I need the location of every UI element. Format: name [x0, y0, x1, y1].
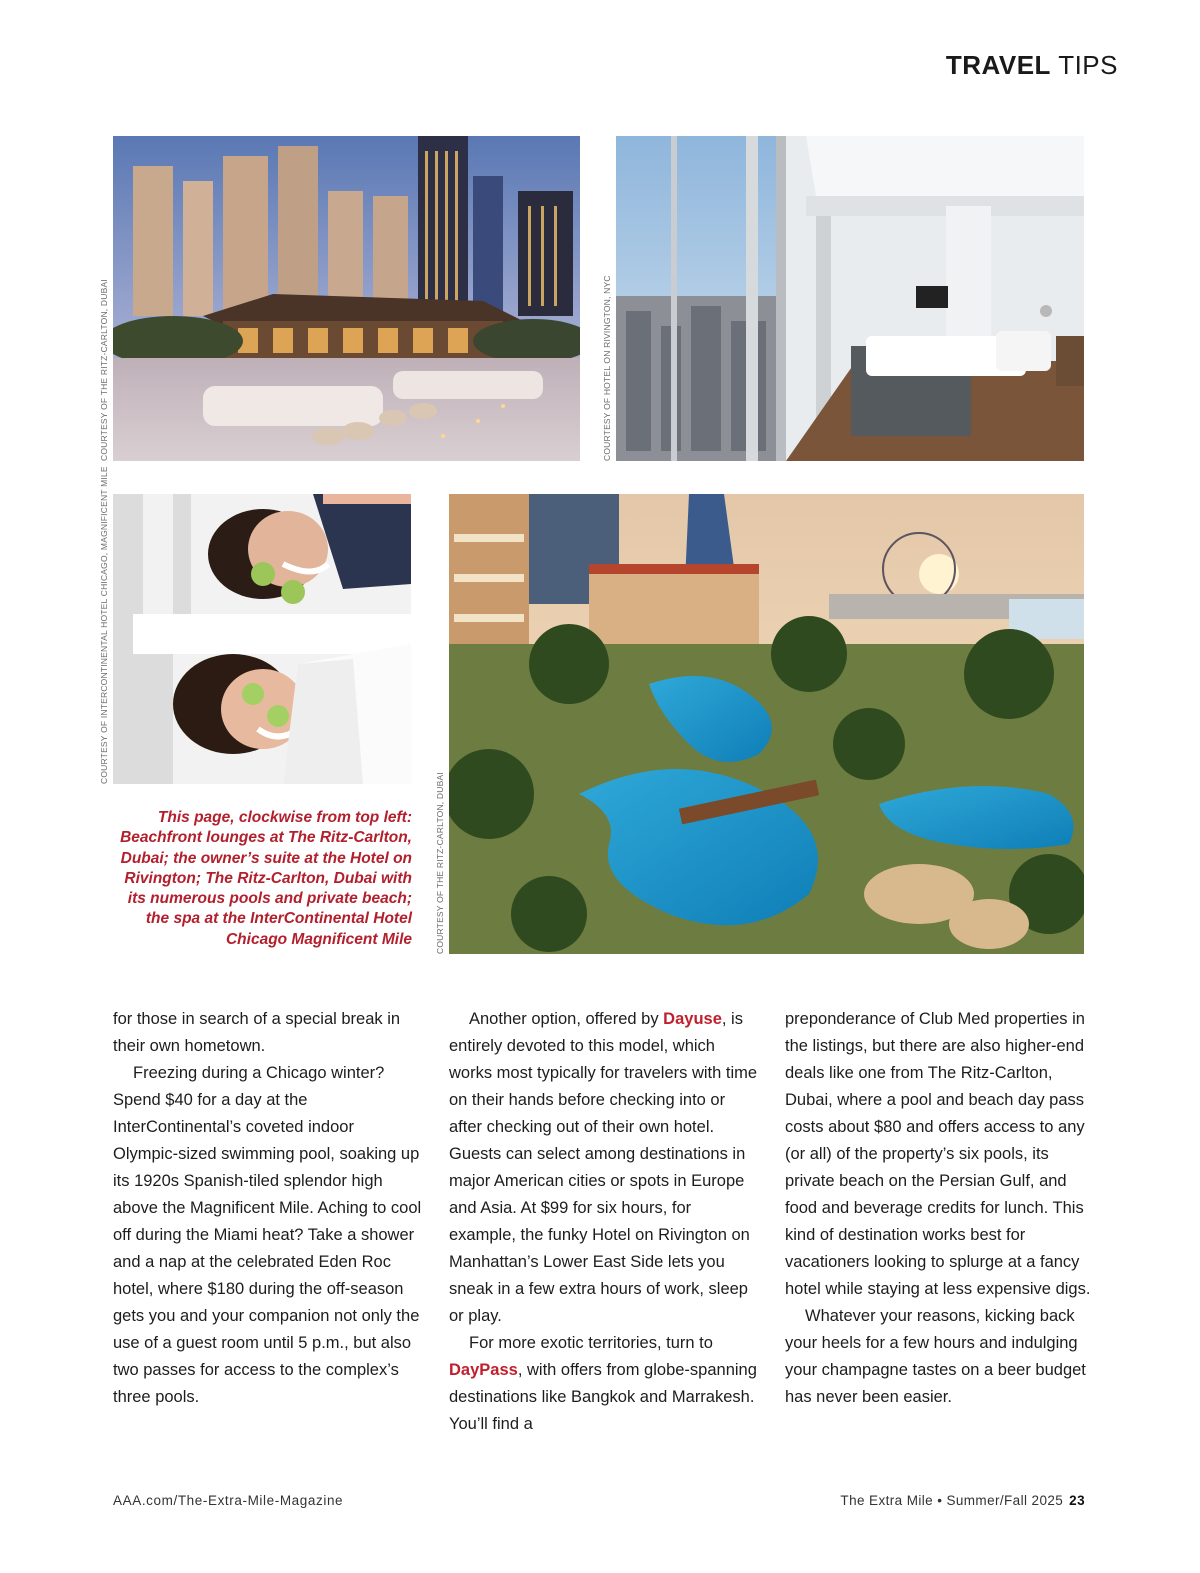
- paragraph: preponderance of Club Med properties in the listings, but there are also higher-end deals like one from The Ritz-Carlton, Dubai, where a pool and beach day pass costs about $80 and offers access to any (or all) of the property’s six pools, its private beach on the Persian Gulf, and food and beverage credits for lunch. This kind of destination works best for vacationers looking to splurge at a fancy hotel while staying at less expensive digs.: [785, 1010, 1091, 1298]
- paragraph: [449, 1330, 759, 1438]
- article-column-2: [449, 1006, 759, 1438]
- photo-chicago-spa: [113, 494, 411, 784]
- photo-credit-rivington: COURTESY OF HOTEL ON RIVINGTON, NYC: [602, 275, 612, 461]
- paragraph: Freezing during a Chicago winter? Spend $40 for a day at the InterContinental’s coveted indoor Olympic-sized swimming pool, soaking up its 1920s Spanish-tiled splendor high above the Magnificent Mile. Aching to cool off during the Miami heat? Take a shower and a nap at the celebrated Eden Roc hotel, where $180 during the off-season gets you and your companion not only the use of a guest room until 5 p.m., but also two passes for access to the complex’s three pools.: [113, 1064, 422, 1406]
- photo-dubai-beach-lounges: [113, 136, 580, 461]
- photo-rivington-suite: [616, 136, 1084, 461]
- photo-credit-dubai-pools: COURTESY OF THE RITZ-CARLTON, DUBAI: [435, 772, 445, 954]
- section-title-bold: TRAVEL: [945, 50, 1051, 80]
- photo-rivington-suite-art: [616, 136, 1084, 461]
- paragraph: [449, 1006, 759, 1330]
- photo-credit-chicago-spa: COURTESY OF INTERCONTINENTAL HOTEL CHICAGO, MAGNIFICENT MILE: [99, 466, 109, 784]
- footer-issue: [840, 1493, 1085, 1508]
- daypass-link[interactable]: DayPass: [449, 1361, 518, 1379]
- page-number: 23: [1069, 1493, 1085, 1508]
- photo-dubai-beach-lounges-art: [113, 136, 580, 461]
- section-title-light: TIPS: [1058, 50, 1118, 80]
- article-column-3: [785, 1006, 1095, 1411]
- section-header: [946, 50, 1118, 81]
- paragraph-text: For more exotic territories, turn to: [469, 1334, 713, 1352]
- photo-dubai-pools: [449, 494, 1084, 954]
- paragraph-text: , is entirely devoted to this model, which works most typically for travelers with time on their hands before checking into or after checking out of their own hotel. Guests can select among destinations in major American cities or spots in Europe and Asia. At $99 for six hours, for example, the funky Hotel on Rivington on Manhattan’s Lower East Side lets you sneak in a few extra hours of work, sleep or play.: [449, 1010, 758, 1325]
- article-column-1: [113, 1006, 423, 1411]
- paragraph: for those in search of a special break in their own hometown.: [113, 1010, 401, 1055]
- paragraph-text: , with offers from globe-spanning destinations like Bangkok and Marrakesh. You’ll find a: [449, 1361, 757, 1433]
- photo-chicago-spa-art: [113, 494, 411, 784]
- paragraph: Whatever your reasons, kicking back your heels for a few hours and indulging your champagne tastes on a beer budget has never been easier.: [785, 1307, 1086, 1406]
- dayuse-link[interactable]: Dayuse: [663, 1010, 722, 1028]
- photo-credit-dubai-beach: COURTESY OF THE RITZ-CARLTON, DUBAI: [99, 279, 109, 461]
- photo-caption: This page, clockwise from top left: Beachfront lounges at The Ritz-Carlton, Dubai; the owner’s suite at the Hotel on Rivington; The Ritz-Carlton, Dubai with its numerous pools and private beach; the spa at the InterContinental Hotel Chicago Magnificent Mile: [120, 809, 412, 948]
- paragraph-text: Another option, offered by: [469, 1010, 664, 1028]
- footer-issue-text: The Extra Mile • Summer/Fall 2025: [840, 1493, 1064, 1508]
- photo-dubai-pools-art: [449, 494, 1084, 954]
- footer-url: AAA.com/The-Extra-Mile-Magazine: [113, 1493, 344, 1508]
